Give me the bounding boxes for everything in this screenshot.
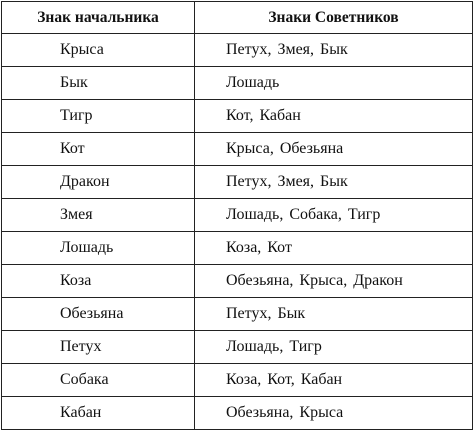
- table-row: [2, 34, 473, 67]
- advisor-signs-cell: Лошадь, Собака, Тигр: [195, 199, 473, 232]
- advisor-signs-cell: Лошадь, Тигр: [195, 331, 473, 364]
- advisor-signs-cell: Коза, Кот: [195, 232, 473, 265]
- table-row: [2, 397, 473, 430]
- advisor-signs-cell: Крыса, Обезьяна: [195, 133, 473, 166]
- leader-sign-cell: Крыса: [2, 34, 195, 67]
- leader-sign-cell: Обезьяна: [2, 298, 195, 331]
- header-row: [2, 2, 473, 34]
- advisor-signs-cell: Обезьяна, Крыса, Дракон: [195, 265, 473, 298]
- table-row: [2, 67, 473, 100]
- leader-sign-cell: Бык: [2, 67, 195, 100]
- header-advisor-signs: Знаки Советников: [195, 2, 473, 34]
- advisor-signs-cell: Лошадь: [195, 67, 473, 100]
- table-row: [2, 265, 473, 298]
- advisor-signs-cell: Петух, Змея, Бык: [195, 166, 473, 199]
- advisors-table-container: [1, 1, 472, 430]
- advisor-signs-cell: Кот, Кабан: [195, 100, 473, 133]
- leader-sign-cell: Петух: [2, 331, 195, 364]
- advisor-signs-cell: Петух, Змея, Бык: [195, 34, 473, 67]
- table-row: [2, 199, 473, 232]
- advisor-signs-cell: Петух, Бык: [195, 298, 473, 331]
- table-row: [2, 331, 473, 364]
- table-row: [2, 166, 473, 199]
- advisor-signs-cell: Коза, Кот, Кабан: [195, 364, 473, 397]
- leader-sign-cell: Змея: [2, 199, 195, 232]
- leader-sign-cell: Лошадь: [2, 232, 195, 265]
- table-row: [2, 298, 473, 331]
- table-row: [2, 364, 473, 397]
- leader-sign-cell: Собака: [2, 364, 195, 397]
- leader-sign-cell: Кабан: [2, 397, 195, 430]
- advisors-table: [1, 1, 473, 430]
- table-row: [2, 232, 473, 265]
- leader-sign-cell: Коза: [2, 265, 195, 298]
- table-header: [2, 2, 473, 34]
- table-row: [2, 100, 473, 133]
- advisor-signs-cell: Обезьяна, Крыса: [195, 397, 473, 430]
- header-leader-sign: Знак начальника: [2, 2, 195, 34]
- table-body: [2, 34, 473, 430]
- table-row: [2, 133, 473, 166]
- leader-sign-cell: Кот: [2, 133, 195, 166]
- leader-sign-cell: Тигр: [2, 100, 195, 133]
- leader-sign-cell: Дракон: [2, 166, 195, 199]
